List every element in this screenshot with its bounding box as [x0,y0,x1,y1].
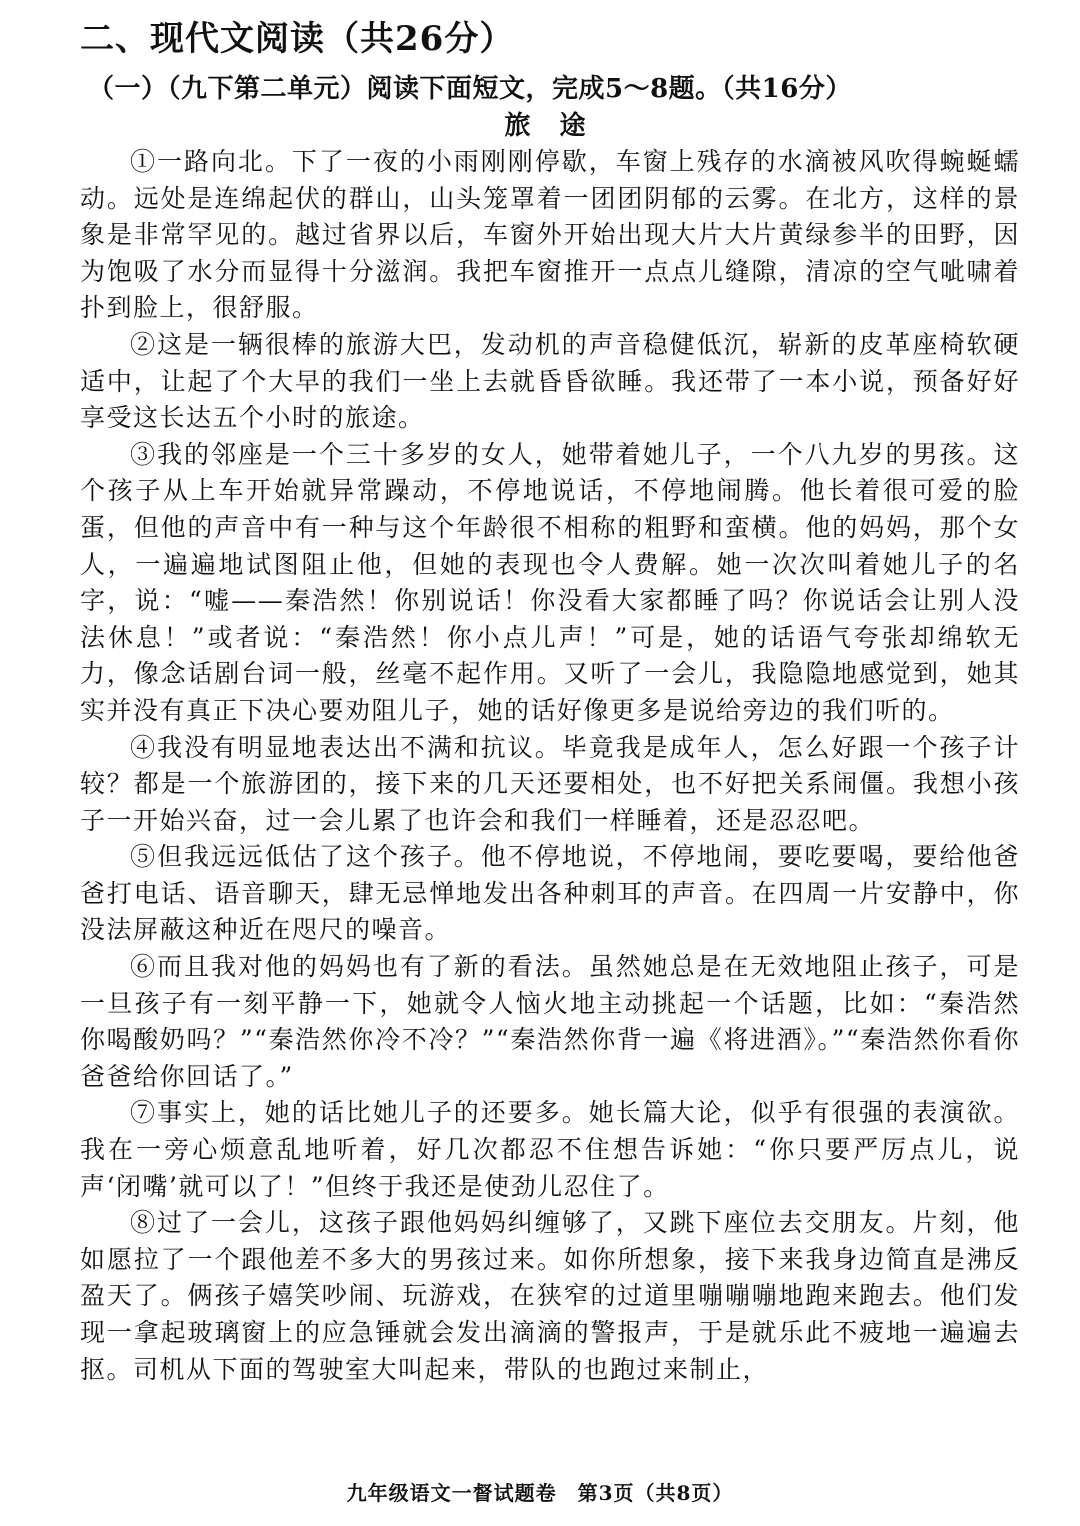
paragraph-3: ③我的邻座是一个三十多岁的女人，她带着她儿子，一个八九岁的男孩。这个孩子从上车开始就异常躁动，不停地说话，不停地闹腾。他长着很可爱的脸蛋，但他的声音中有一种与这个年龄很不相称的粗野和蛮横。他的妈妈，那个女人，一遍遍地试图阻止他，但她的表现也令人费解。她一次次叫着她儿子的名字，说：“嘘——秦浩然！你别说话！你没看大家都睡了吗？你说话会让别人没法休息！”或者说：“秦浩然！你小点儿声！”可是，她的话语气夸张却绵软无力，像念话剧台词一般，丝毫不起作用。又听了一会儿，我隐隐地感觉到，她其实并没有真正下决心要劝阻儿子，她的话好像更多是说给旁边的我们听的。 [80,439,1020,725]
paragraph-5: ⑤但我远远低估了这个孩子。他不停地说，不停地闹，要吃要喝，要给他爸爸打电话、语音聊天，肆无忌惮地发出各种刺耳的声音。在四周一片安静中，你没法屏蔽这种近在咫尺的噪音。 [80,842,1020,945]
passage-title: 旅 途 [504,111,596,141]
part-instructions: （一）（九下第二单元）阅读下面短文，完成5～8题。（共16分） [88,74,852,104]
section-title: 二、现代文阅读（共26分） [80,19,515,59]
paragraph-8: ⑧过了一会儿，这孩子跟他妈妈纠缠够了，又跳下座位去交朋友。片刻，他如愿拉了一个跟他差不多大的男孩过来。如你所想象，接下来我身边简直是沸反盈天了。俩孩子嬉笑吵闹、玩游戏，在狭窄的过道里嘣嘣嘣地跑来跑去。他们发现一拿起玻璃窗上的应急锤就会发出滴滴的警报声，于是就乐此不疲地一遍遍去抠。司机从下面的驾驶室大叫起来，带队的也跑过来制止， [80,1208,1020,1384]
paragraph-4: ④我没有明显地表达出不满和抗议。毕竟我是成年人，怎么好跟一个孩子计较？都是一个旅游团的，接下来的几天还要相处，也不好把关系闹僵。我想小孩子一开始兴奋，过一会儿累了也许会和我们一样睡着，还是忍忍吧。 [80,732,1020,835]
paragraph-7: ⑦事实上，她的话比她儿子的还要多。她长篇大论，似乎有很强的表演欲。我在一旁心烦意乱地听着，好几次都忍不住想告诉她：“你只要严厉点儿，说声‘闭嘴’就可以了！”但终于我还是使劲儿忍住了。 [80,1098,1020,1201]
passage-body [80,144,1020,1388]
paragraph-1: ①一路向北。下了一夜的小雨刚刚停歇，车窗上残存的水滴被风吹得蜿蜒蠕动。远处是连绵起伏的群山，山头笼罩着一团团阴郁的云雾。在北方，这样的景象是非常罕见的。越过省界以后，车窗外开始出现大片大片黄绿参半的田野，因为饱吸了水分而显得十分滋润。我把车窗推开一点点儿缝隙，清凉的空气呲啸着扑到脸上，很舒服。 [80,147,1020,323]
page-footer: 九年级语文一督试题卷 第3页（共8页） [346,1481,734,1505]
paragraph-6: ⑥而且我对他的妈妈也有了新的看法。虽然她总是在无效地阻止孩子，可是一旦孩子有一刻平静一下，她就令人恼火地主动挑起一个话题，比如：“秦浩然你喝酸奶吗？”“秦浩然你冷不冷？”“秦浩然你背一遍《将进酒》。”“秦浩然你看你爸爸给你回话了。” [80,952,1020,1091]
paragraph-2: ②这是一辆很棒的旅游大巴，发动机的声音稳健低沉，崭新的皮革座椅软硬适中，让起了个大早的我们一坐上去就昏昏欲睡。我还带了一本小说，预备好好享受这长达五个小时的旅途。 [80,329,1020,433]
